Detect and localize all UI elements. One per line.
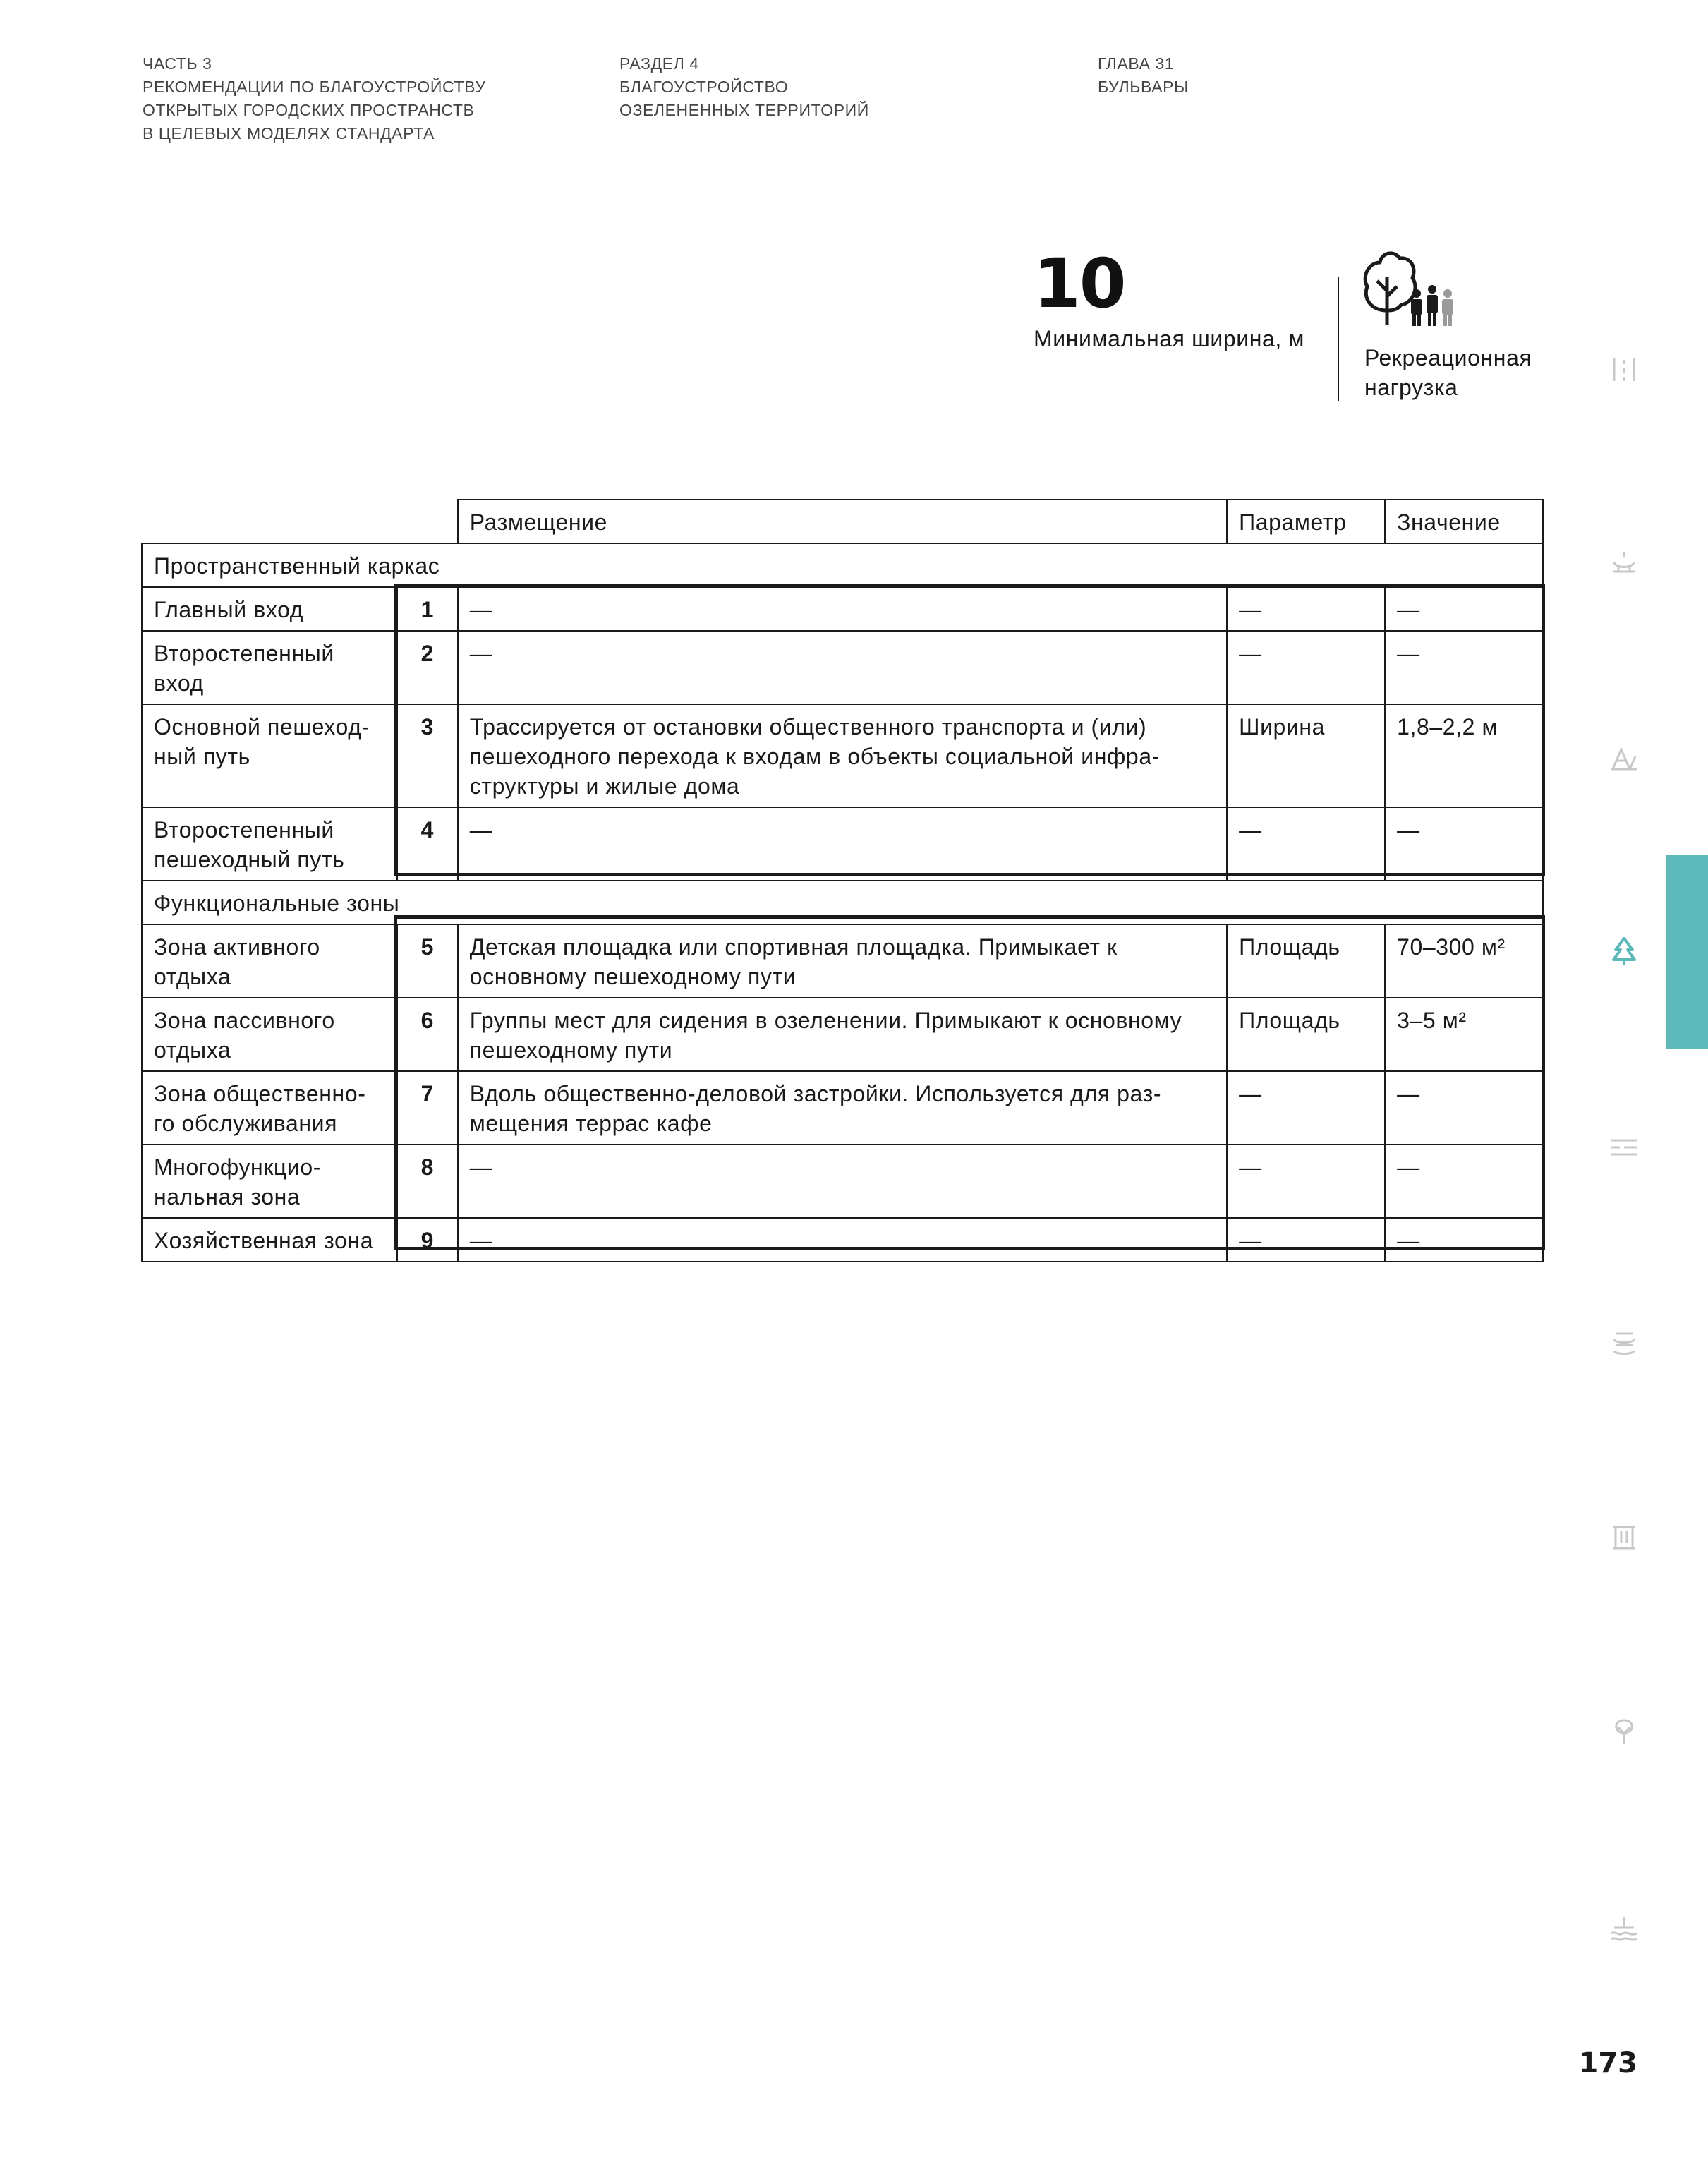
element-name: Зона активного отдыха	[142, 924, 397, 998]
water-icon[interactable]	[1609, 1912, 1640, 1943]
building-icon[interactable]	[1609, 1521, 1640, 1552]
part-title-line: РЕКОМЕНДАЦИИ ПО БЛАГОУСТРОЙСТВУ	[143, 78, 486, 96]
element-name: Многофункцио-нальная зона	[142, 1145, 397, 1218]
element-number: 2	[397, 631, 458, 704]
value-cell: —	[1385, 1218, 1543, 1262]
section-title-line: БЛАГОУСТРОЙСТВО	[619, 78, 789, 96]
element-number: 7	[397, 1071, 458, 1145]
header-empty-cell	[142, 500, 458, 543]
table-row	[142, 1218, 1543, 1262]
table-row	[142, 1145, 1543, 1218]
table-row	[142, 1071, 1543, 1145]
group-row-functional-zones	[142, 881, 1543, 924]
header-placement: Размещение	[458, 500, 1227, 543]
placement-cell: —	[458, 807, 1227, 881]
table-row	[142, 587, 1543, 631]
table-row	[142, 924, 1543, 998]
placement-cell: —	[458, 631, 1227, 704]
element-name: Второстепенный вход	[142, 631, 397, 704]
parameter-cell: —	[1227, 1071, 1385, 1145]
parameter-cell: —	[1227, 1145, 1385, 1218]
placement-cell: Вдоль общественно-деловой застройки. Используется для раз-мещения террас кафе	[458, 1071, 1227, 1145]
recreational-load-line: Рекреационная	[1364, 345, 1532, 370]
parameter-cell: Площадь	[1227, 998, 1385, 1071]
recreational-load-line: нагрузка	[1364, 375, 1458, 400]
value-cell: —	[1385, 631, 1543, 704]
placement-cell: Детская площадка или спортивная площадка. Примыкает к основному пешеходному пути	[458, 924, 1227, 998]
element-name: Зона пассивного отдыха	[142, 998, 397, 1071]
min-width-value: 10	[1034, 244, 1125, 323]
placement-cell: Группы мест для сидения в озеленении. Примыкают к основному пешеходному пути	[458, 998, 1227, 1071]
placement-cell: Трассируется от остановки общественного транспорта и (или) пешеходного перехода к входам в объекты социальной инфра-структуры и жилые дома	[458, 704, 1227, 807]
min-width-label: Минимальная ширина, м	[1034, 326, 1304, 351]
parameter-cell: —	[1227, 807, 1385, 881]
section-label: РАЗДЕЛ 4	[619, 54, 699, 73]
element-name: Главный вход	[142, 587, 397, 631]
value-cell: 1,8–2,2 м	[1385, 704, 1543, 807]
running-header-part	[143, 52, 486, 145]
parameters-table	[141, 499, 1544, 1262]
tree-people-icon	[1360, 247, 1466, 334]
active-section-tab[interactable]	[1666, 855, 1708, 1049]
section-title-line: ОЗЕЛЕНЕННЫХ ТЕРРИТОРИЙ	[619, 101, 869, 119]
element-number: 8	[397, 1145, 458, 1218]
element-name: Зона общественно-го обслуживания	[142, 1071, 397, 1145]
element-number: 4	[397, 807, 458, 881]
element-name: Хозяйственная зона	[142, 1218, 397, 1262]
table-row	[142, 631, 1543, 704]
value-cell: —	[1385, 587, 1543, 631]
park-icon[interactable]	[1609, 936, 1640, 967]
part-title-line: ОТКРЫТЫХ ГОРОДСКИХ ПРОСТРАНСТВ	[143, 101, 475, 119]
placement-cell: —	[458, 1218, 1227, 1262]
value-cell: —	[1385, 1071, 1543, 1145]
header-value: Значение	[1385, 500, 1543, 543]
part-label: ЧАСТЬ 3	[143, 54, 212, 73]
header-parameter: Параметр	[1227, 500, 1385, 543]
chapter-title: БУЛЬВАРЫ	[1098, 78, 1189, 96]
min-width-figure	[1034, 244, 1400, 353]
parameter-cell: Ширина	[1227, 704, 1385, 807]
recreational-load-label	[1364, 343, 1532, 402]
square-icon[interactable]	[1609, 548, 1640, 579]
value-cell: —	[1385, 807, 1543, 881]
element-number: 3	[397, 704, 458, 807]
element-name: Основной пешеход-ный путь	[142, 704, 397, 807]
group-row-spatial-framework	[142, 543, 1543, 587]
table-row	[142, 998, 1543, 1071]
courtyard-icon[interactable]	[1609, 1327, 1640, 1358]
group-title: Функциональные зоны	[142, 881, 1543, 924]
parameter-cell: —	[1227, 1218, 1385, 1262]
parameter-cell: —	[1227, 587, 1385, 631]
pedestrian-zone-icon[interactable]	[1609, 1132, 1640, 1163]
parameter-cell: —	[1227, 631, 1385, 704]
table-row	[142, 807, 1543, 881]
element-number: 6	[397, 998, 458, 1071]
running-header-chapter	[1098, 52, 1189, 99]
value-cell: 3–5 м²	[1385, 998, 1543, 1071]
group-title: Пространственный каркас	[142, 543, 1543, 587]
value-cell: 70–300 м²	[1385, 924, 1543, 998]
value-cell: —	[1385, 1145, 1543, 1218]
chapter-label: ГЛАВА 31	[1098, 54, 1175, 73]
figure-divider	[1338, 277, 1339, 401]
placement-cell: —	[458, 1145, 1227, 1218]
running-header-section	[619, 52, 869, 122]
parameter-cell: Площадь	[1227, 924, 1385, 998]
street-icon[interactable]	[1609, 354, 1640, 385]
forest-icon[interactable]	[1609, 1716, 1640, 1747]
embankment-icon[interactable]	[1609, 742, 1640, 773]
table-row	[142, 704, 1543, 807]
table-header-row	[142, 500, 1543, 543]
page-number: 173	[1578, 2047, 1637, 2080]
element-number: 1	[397, 587, 458, 631]
part-title-line: В ЦЕЛЕВЫХ МОДЕЛЯХ СТАНДАРТА	[143, 124, 435, 143]
element-number: 5	[397, 924, 458, 998]
element-name: Второстепенный пешеходный путь	[142, 807, 397, 881]
element-number: 9	[397, 1218, 458, 1262]
placement-cell: —	[458, 587, 1227, 631]
